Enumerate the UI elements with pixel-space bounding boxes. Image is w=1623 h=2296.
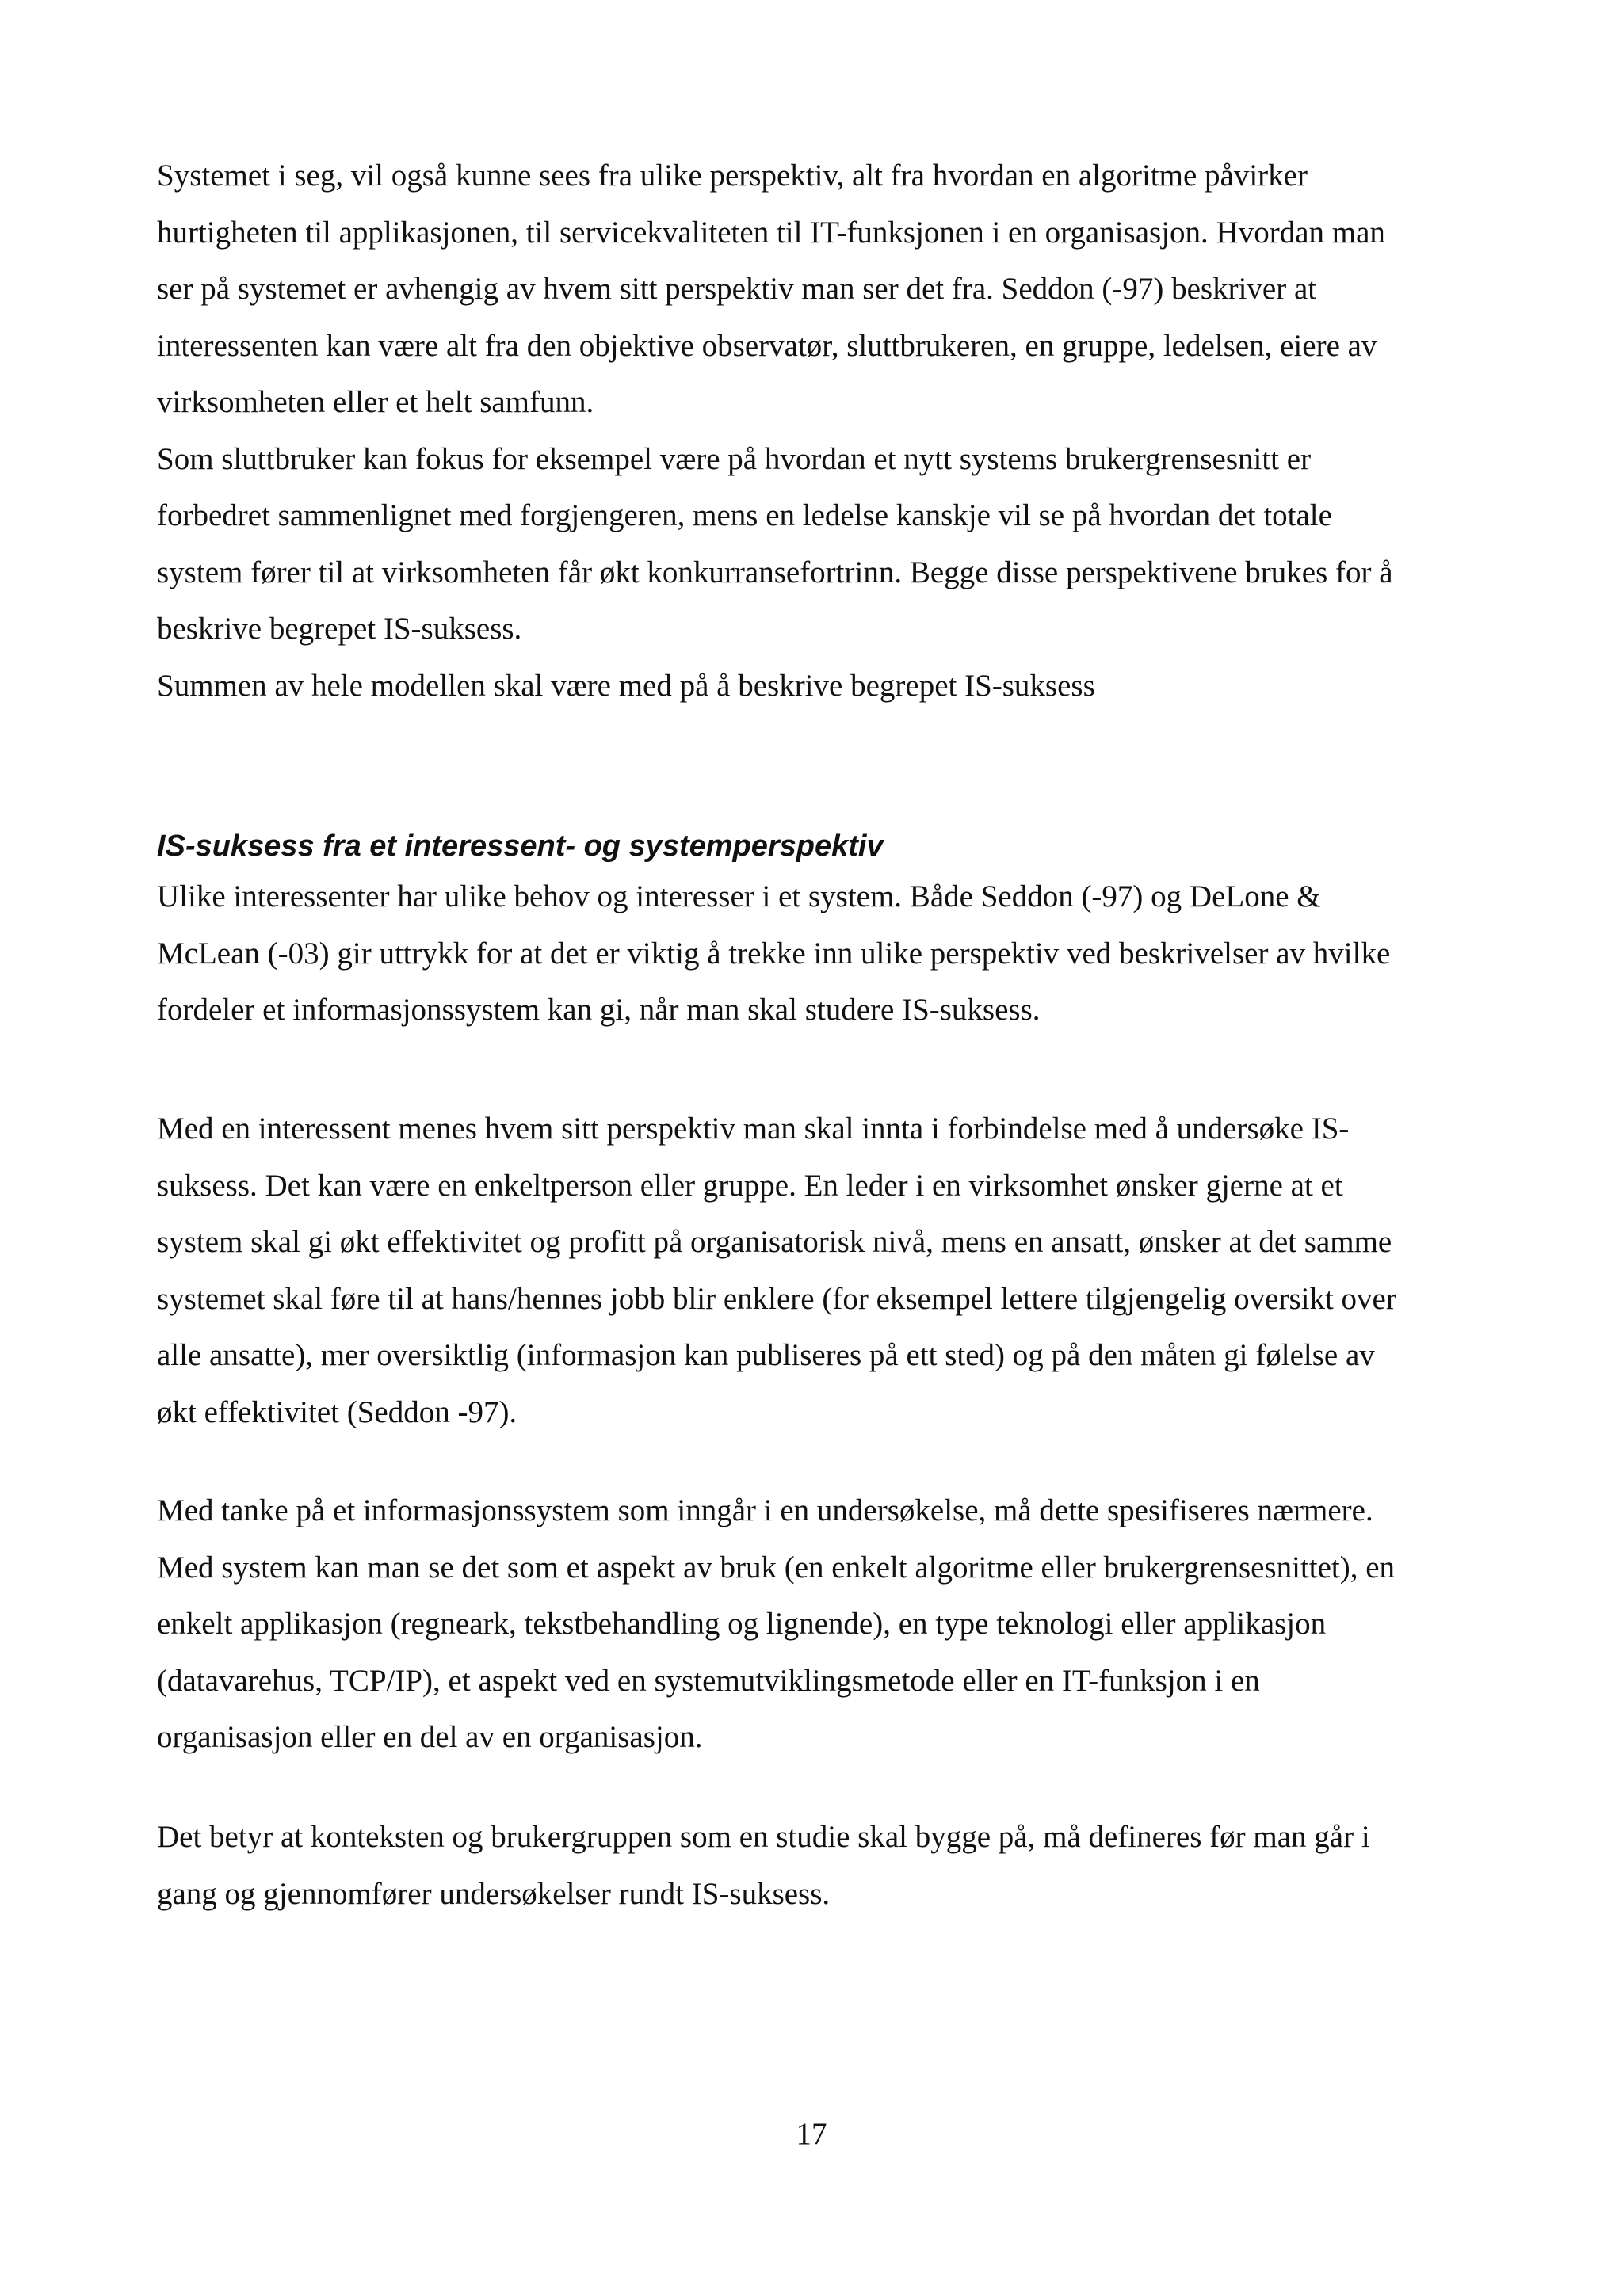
text-line: alle ansatte), mer oversiktlig (informasjon kan publiseres på ett sted) og på den måten gi følelse av (157, 1338, 1375, 1372)
text-line: Det betyr at konteksten og brukergruppen som en studie skal bygge på, må defineres før man går i (157, 1820, 1370, 1854)
text-line: Systemet i seg, vil også kunne sees fra ulike perspektiv, alt fra hvordan en algoritme påvirker (157, 158, 1308, 193)
text-line: enkelt applikasjon (regneark, tekstbehandling og lignende), en type teknologi eller applikasjon (157, 1607, 1327, 1641)
text-line: fordeler et informasjonssystem kan gi, når man skal studere IS-suksess. (157, 993, 1041, 1027)
text-line: beskrive begrepet IS-suksess. (157, 612, 522, 646)
section-paragraph-4 (157, 1809, 1504, 1922)
section-heading: IS-suksess fra et interessent- og systemperspektiv (157, 830, 884, 863)
text-line: systemet skal føre til at hans/hennes jobb blir enklere (for eksempel lettere tilgjengelig oversikt over (157, 1281, 1396, 1316)
text-line: Ulike interessenter har ulike behov og interesser i et system. Både Seddon (-97) og DeLone & (157, 879, 1321, 913)
text-line: suksess. Det kan være en enkeltperson eller gruppe. En leder i en virksomhet ønsker gjerne at et (157, 1168, 1343, 1203)
section-paragraph-2 (157, 1100, 1504, 1440)
text-line: Med system kan man se det som et aspekt av bruk (en enkelt algoritme eller brukergrensesnittet), en (157, 1550, 1396, 1585)
text-line: økt effektivitet (Seddon -97). (157, 1394, 517, 1429)
text-line: Med en interessent menes hvem sitt perspektiv man skal innta i forbindelse med å undersøke IS- (157, 1112, 1350, 1146)
text-line: interessenten kan være alt fra den objektive observatør, sluttbrukeren, en gruppe, ledelsen, eiere av (157, 328, 1377, 363)
text-line: Med tanke på et informasjonssystem som inngår i en undersøkelse, må dette spesifiseres nærmere. (157, 1493, 1373, 1527)
text-line: system skal gi økt effektivitet og profitt på organisatorisk nivå, mens en ansatt, ønsker at det samme (157, 1225, 1392, 1259)
text-line: Summen av hele modellen skal være med på å beskrive begrepet IS-suksess (157, 668, 1095, 703)
text-line: (datavarehus, TCP/IP), et aspekt ved en systemutviklingsmetode eller en IT-funksjon i en (157, 1663, 1260, 1698)
text-line: system fører til at virksomheten får økt konkurransefortrinn. Begge disse perspektivene brukes for å (157, 555, 1393, 589)
text-line: virksomheten eller et helt samfunn. (157, 385, 594, 419)
page-number: 17 (796, 2117, 827, 2151)
text-line: organisasjon eller en del av en organisasjon. (157, 1720, 703, 1754)
section-paragraph-1 (157, 868, 1504, 1039)
text-line: ser på systemet er avhengig av hvem sitt perspektiv man ser det fra. Seddon (-97) beskriver at (157, 272, 1317, 306)
section-paragraph-3 (157, 1482, 1504, 1766)
intro-paragraph (157, 147, 1504, 714)
text-line: forbedret sammenlignet med forgjengeren, mens en ledelse kanskje vil se på hvordan det totale (157, 498, 1332, 532)
text-line: hurtigheten til applikasjonen, til servicekvaliteten til IT-funksjonen i en organisasjon. Hvordan man (157, 215, 1385, 250)
text-line: Som sluttbruker kan fokus for eksempel være på hvordan et nytt systems brukergrensesnitt er (157, 441, 1312, 476)
text-line: gang og gjennomfører undersøkelser rundt IS-suksess. (157, 1876, 831, 1911)
text-line: McLean (-03) gir uttrykk for at det er viktig å trekke inn ulike perspektiv ved beskrivelser av hvilke (157, 936, 1391, 971)
